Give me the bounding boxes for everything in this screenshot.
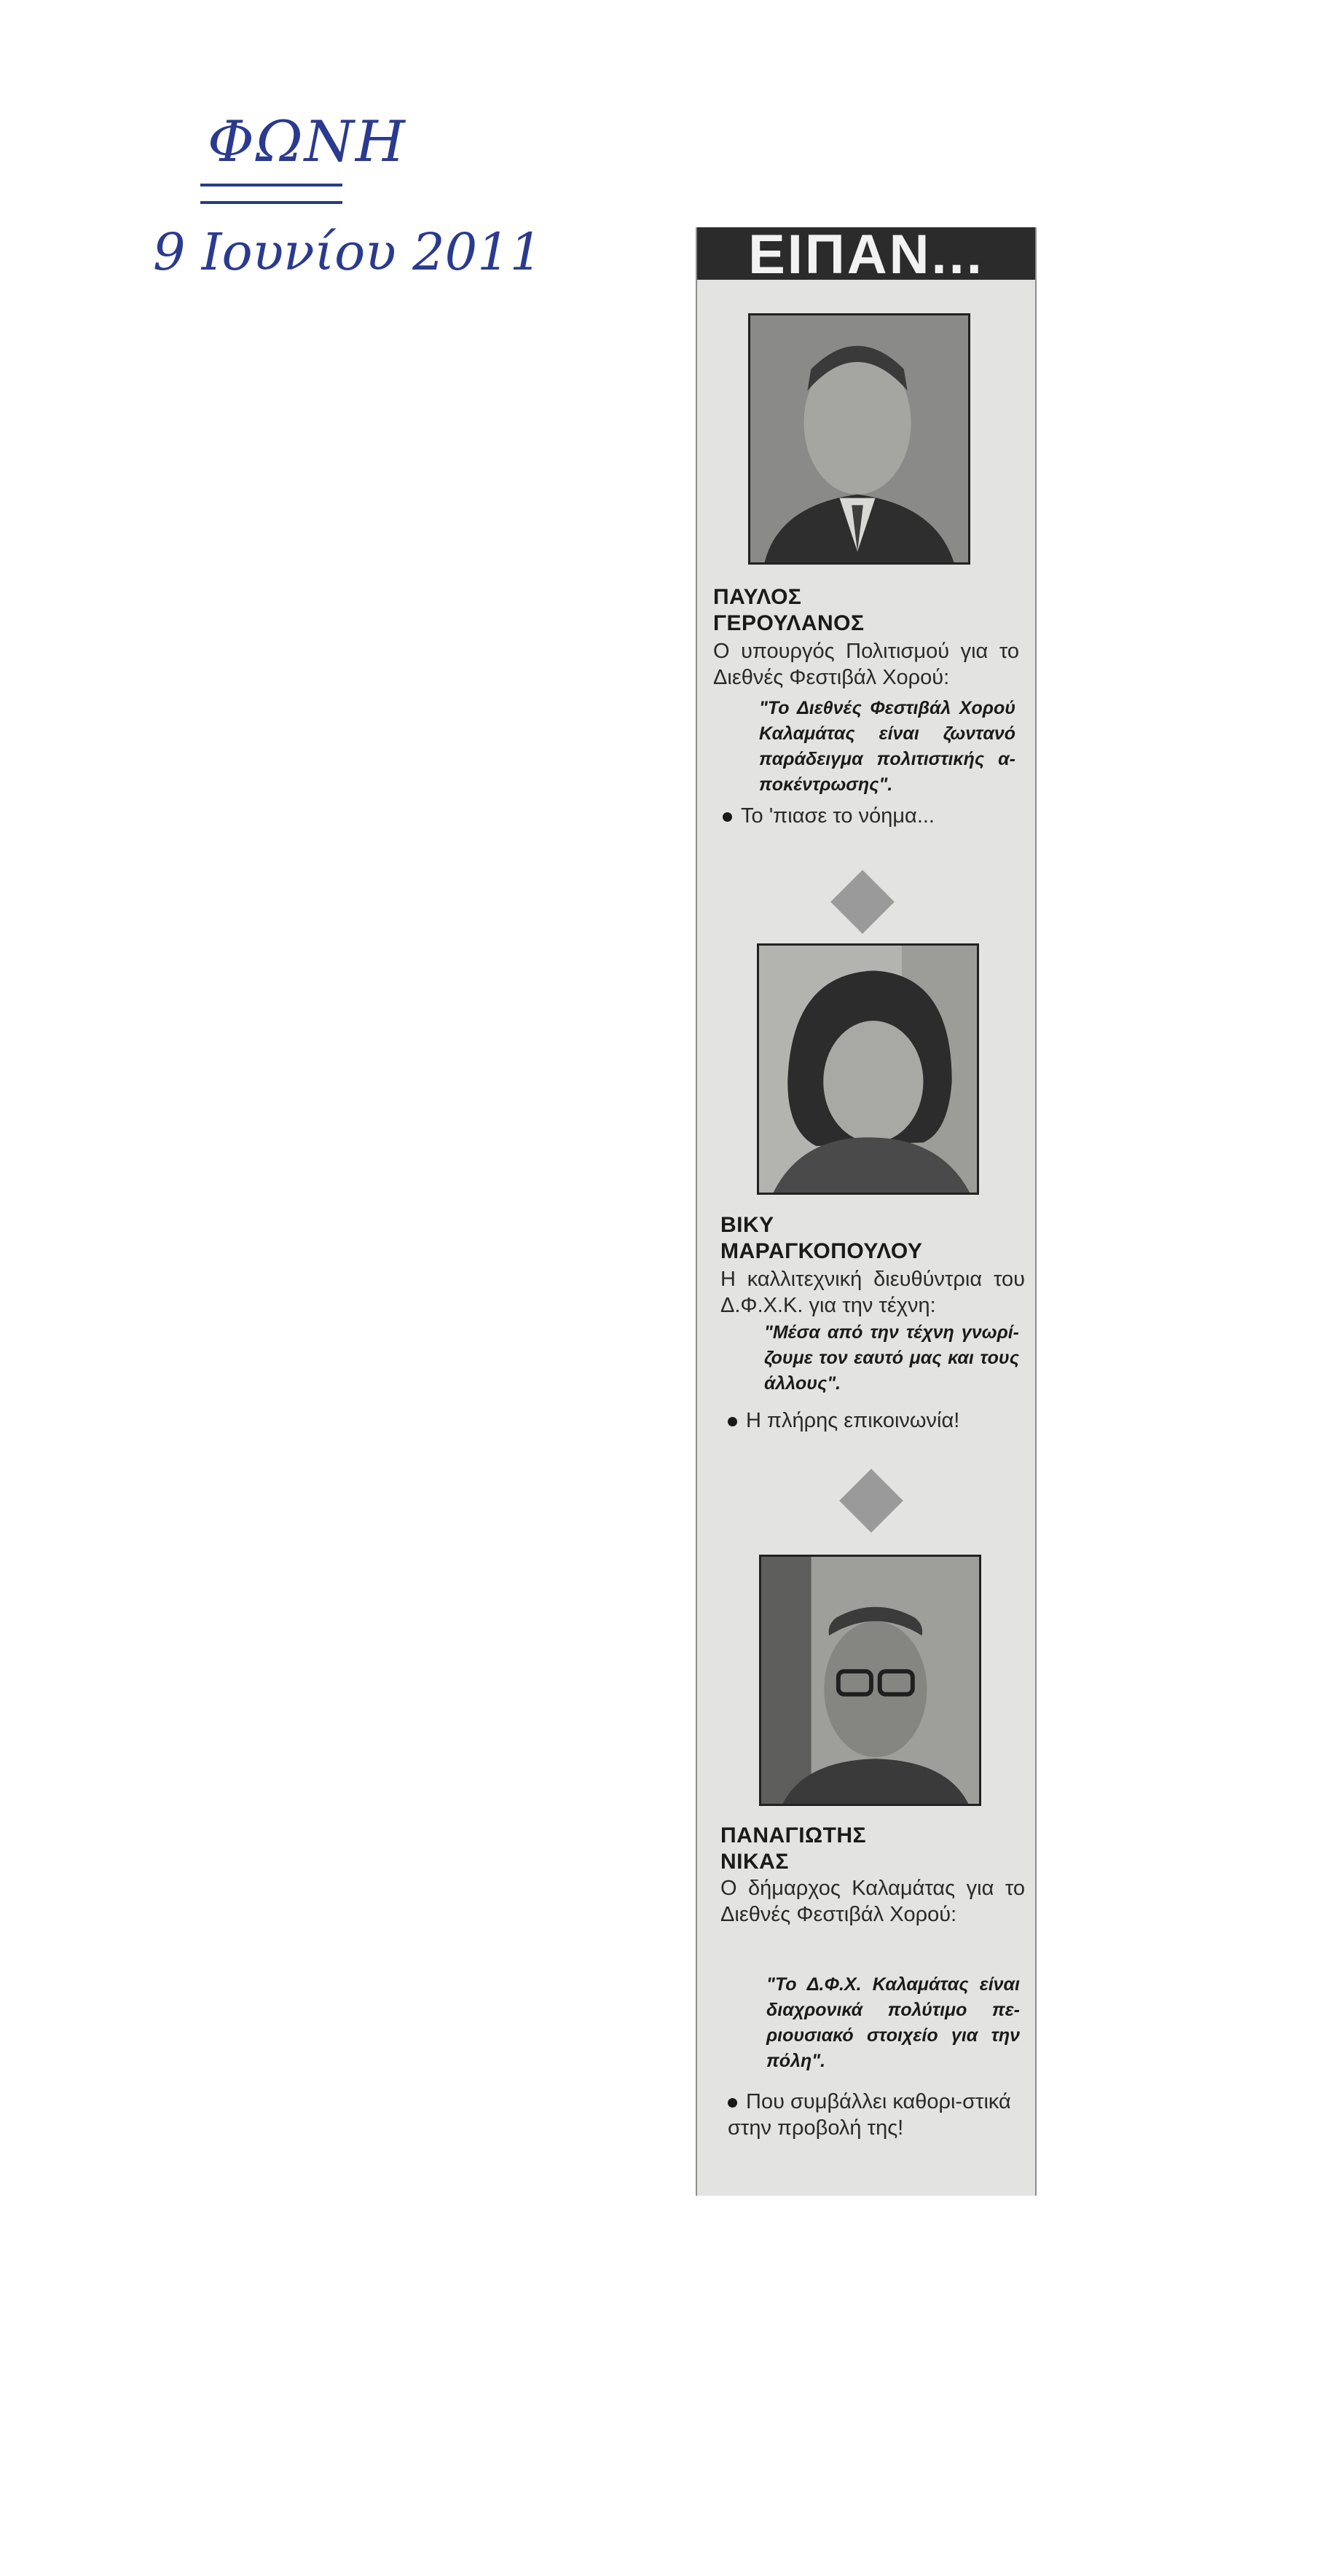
entry-1-comment-text: Το 'πιασε το νόημα...	[741, 804, 935, 828]
entry-1-comment	[723, 803, 935, 829]
entry-3-name-last: ΝΙΚΑΣ	[720, 1850, 789, 1874]
entry-1-name-last: ΓΕΡΟΥΛΑΝΟΣ	[713, 611, 865, 635]
portrait-photo-1	[748, 313, 970, 565]
entry-2-comment	[728, 1407, 959, 1434]
entry-2-name-first: ΒΙΚΥ	[720, 1213, 774, 1237]
separator-diamond-icon	[839, 1469, 903, 1533]
publication-date-handwritten: 9 Ιουνίου 2011	[153, 222, 543, 282]
entry-1-quote: "Το Διεθνές Φεστιβάλ Χορού Καλαμάτας είναι ζωντανό παράδειγμα πολιτιστικής α-ποκέντρωσης".	[759, 698, 1015, 795]
entry-2-name-last: ΜΑΡΑΓΚΟΠΟΥΛΟΥ	[720, 1239, 923, 1263]
bullet-icon	[728, 2098, 737, 2108]
newspaper-clipping	[696, 224, 1037, 2196]
entry-3-comment	[728, 2089, 1019, 2141]
entry-2-description: Η καλλιτεχνική διευθύντρια του Δ.Φ.Χ.Κ. για την τέχνη:	[720, 1268, 1025, 1317]
portrait-photo-3	[759, 1555, 981, 1806]
newspaper-name-underline	[200, 184, 342, 204]
column-title: ΕΙΠΑΝ...	[697, 227, 1035, 280]
entry-3-quote: "Το Δ.Φ.Χ. Καλαμάτας είναι διαχρονικά πολύτιμο πε-ριουσιακό στοιχείο για την πόλη".	[766, 1974, 1020, 2071]
bullet-icon	[723, 812, 732, 822]
entry-2-comment-text: Η πλήρης επικοινωνία!	[746, 1409, 960, 1432]
newspaper-name-handwritten: ΦΩΝΗ	[208, 109, 406, 175]
entry-1-description: Ο υπουργός Πολιτισμού για το Διεθνές Φεστιβάλ Χορού:	[713, 640, 1019, 689]
separator-diamond-icon	[830, 870, 895, 934]
entry-3-description: Ο δήμαρχος Καλαμάτας για το Διεθνές Φεστιβάλ Χορού:	[720, 1877, 1025, 1926]
bullet-icon	[728, 1417, 737, 1426]
entry-3-comment-text: Που συμβάλλει καθορι-στικά στην προβολή της!	[728, 2090, 1011, 2140]
entry-1-name-first: ΠΑΥΛΟΣ	[713, 585, 802, 609]
entry-2-quote: "Μέσα από την τέχνη γνωρί-ζουμε τον εαυτό μας και τους άλλους".	[764, 1322, 1019, 1394]
entry-3-name-first: ΠΑΝΑΓΙΩΤΗΣ	[720, 1823, 867, 1847]
portrait-photo-2	[757, 943, 979, 1195]
